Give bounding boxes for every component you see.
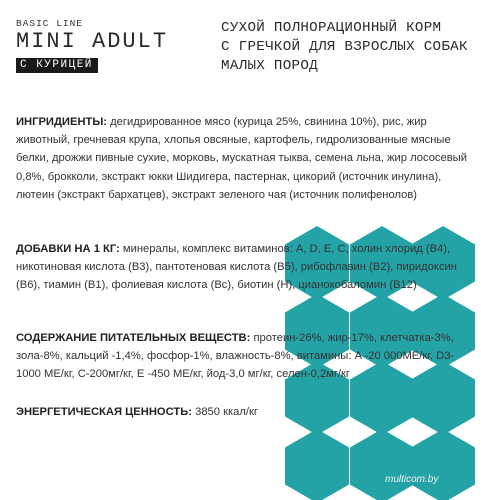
nutrients-label: СОДЕРЖАНИЕ ПИТАТЕЛЬНЫХ ВЕЩЕСТВ:	[16, 332, 251, 344]
brand-block	[16, 18, 168, 73]
watermark: multicom.by	[385, 474, 439, 485]
additives-label: ДОБАВКИ НА 1 КГ:	[16, 243, 120, 255]
energy-label: ЭНЕРГЕТИЧЕСКАЯ ЦЕННОСТЬ:	[16, 406, 192, 418]
flavor-badge: С КУРИЦЕЙ	[16, 58, 98, 73]
additives-section	[16, 240, 478, 295]
ingredients-section	[16, 113, 478, 204]
product-title: СУХОЙ ПОЛНОРАЦИОННЫЙ КОРМ С ГРЕЧКОЙ ДЛЯ ВЗРОСЛЫХ СОБАК МАЛЫХ ПОРОД	[221, 20, 468, 74]
product-line: BASIC LINE	[16, 18, 84, 29]
energy-text: 3850 ккал/кг	[192, 406, 258, 418]
nutrients-text: протеин-26%, жир-17%, клетчатка-3%, зола-8%, кальций -1,4%, фосфор-1%, влажность-8%, витамины: A -20 000МЕ/кг, D3-1000 МЕ/кг, C-200мг/кг, E -450 МЕ/кг, йод-3,0 мг/кг, селен-0,2мг/кг	[16, 332, 455, 381]
additives-text: минералы, комплекс витаминов: A, D, E, C, холин хлорид (B4), никотиновая кислота (B3), пантотеновая кислота (B5), рибофлавин (B2), пиридоксин (B6), тиамин (B1), фолиевая кислота (Bc), биотин (H), цианокобаломин (B12)	[16, 243, 457, 292]
energy-section	[16, 403, 478, 421]
hexagon-shape	[350, 429, 414, 500]
ingredients-label: ИНГРИДИЕНТЫ:	[16, 116, 108, 128]
nutrients-section	[16, 329, 478, 384]
hexagon-shape	[285, 429, 349, 500]
product-name: MINI ADULT	[16, 29, 169, 54]
hexagon-shape	[411, 429, 475, 500]
ingredients-text: дегидрированное мясо (курица 25%, свинина 10%), рис, жир животный, гречневая крупа, хлопья овсяные, картофель, гидролизованные мясные белки, дрожжи пивные сухие, морковь, мускатная тыква, семена льна, жир лососевый 0,8%, брокколи, экстракт юкки Шидигера, пастернак, цикорий (источник инулина), лютеин (экстракт бархатцев), экстракт зеленого чая (источник полифенолов)	[16, 116, 467, 201]
